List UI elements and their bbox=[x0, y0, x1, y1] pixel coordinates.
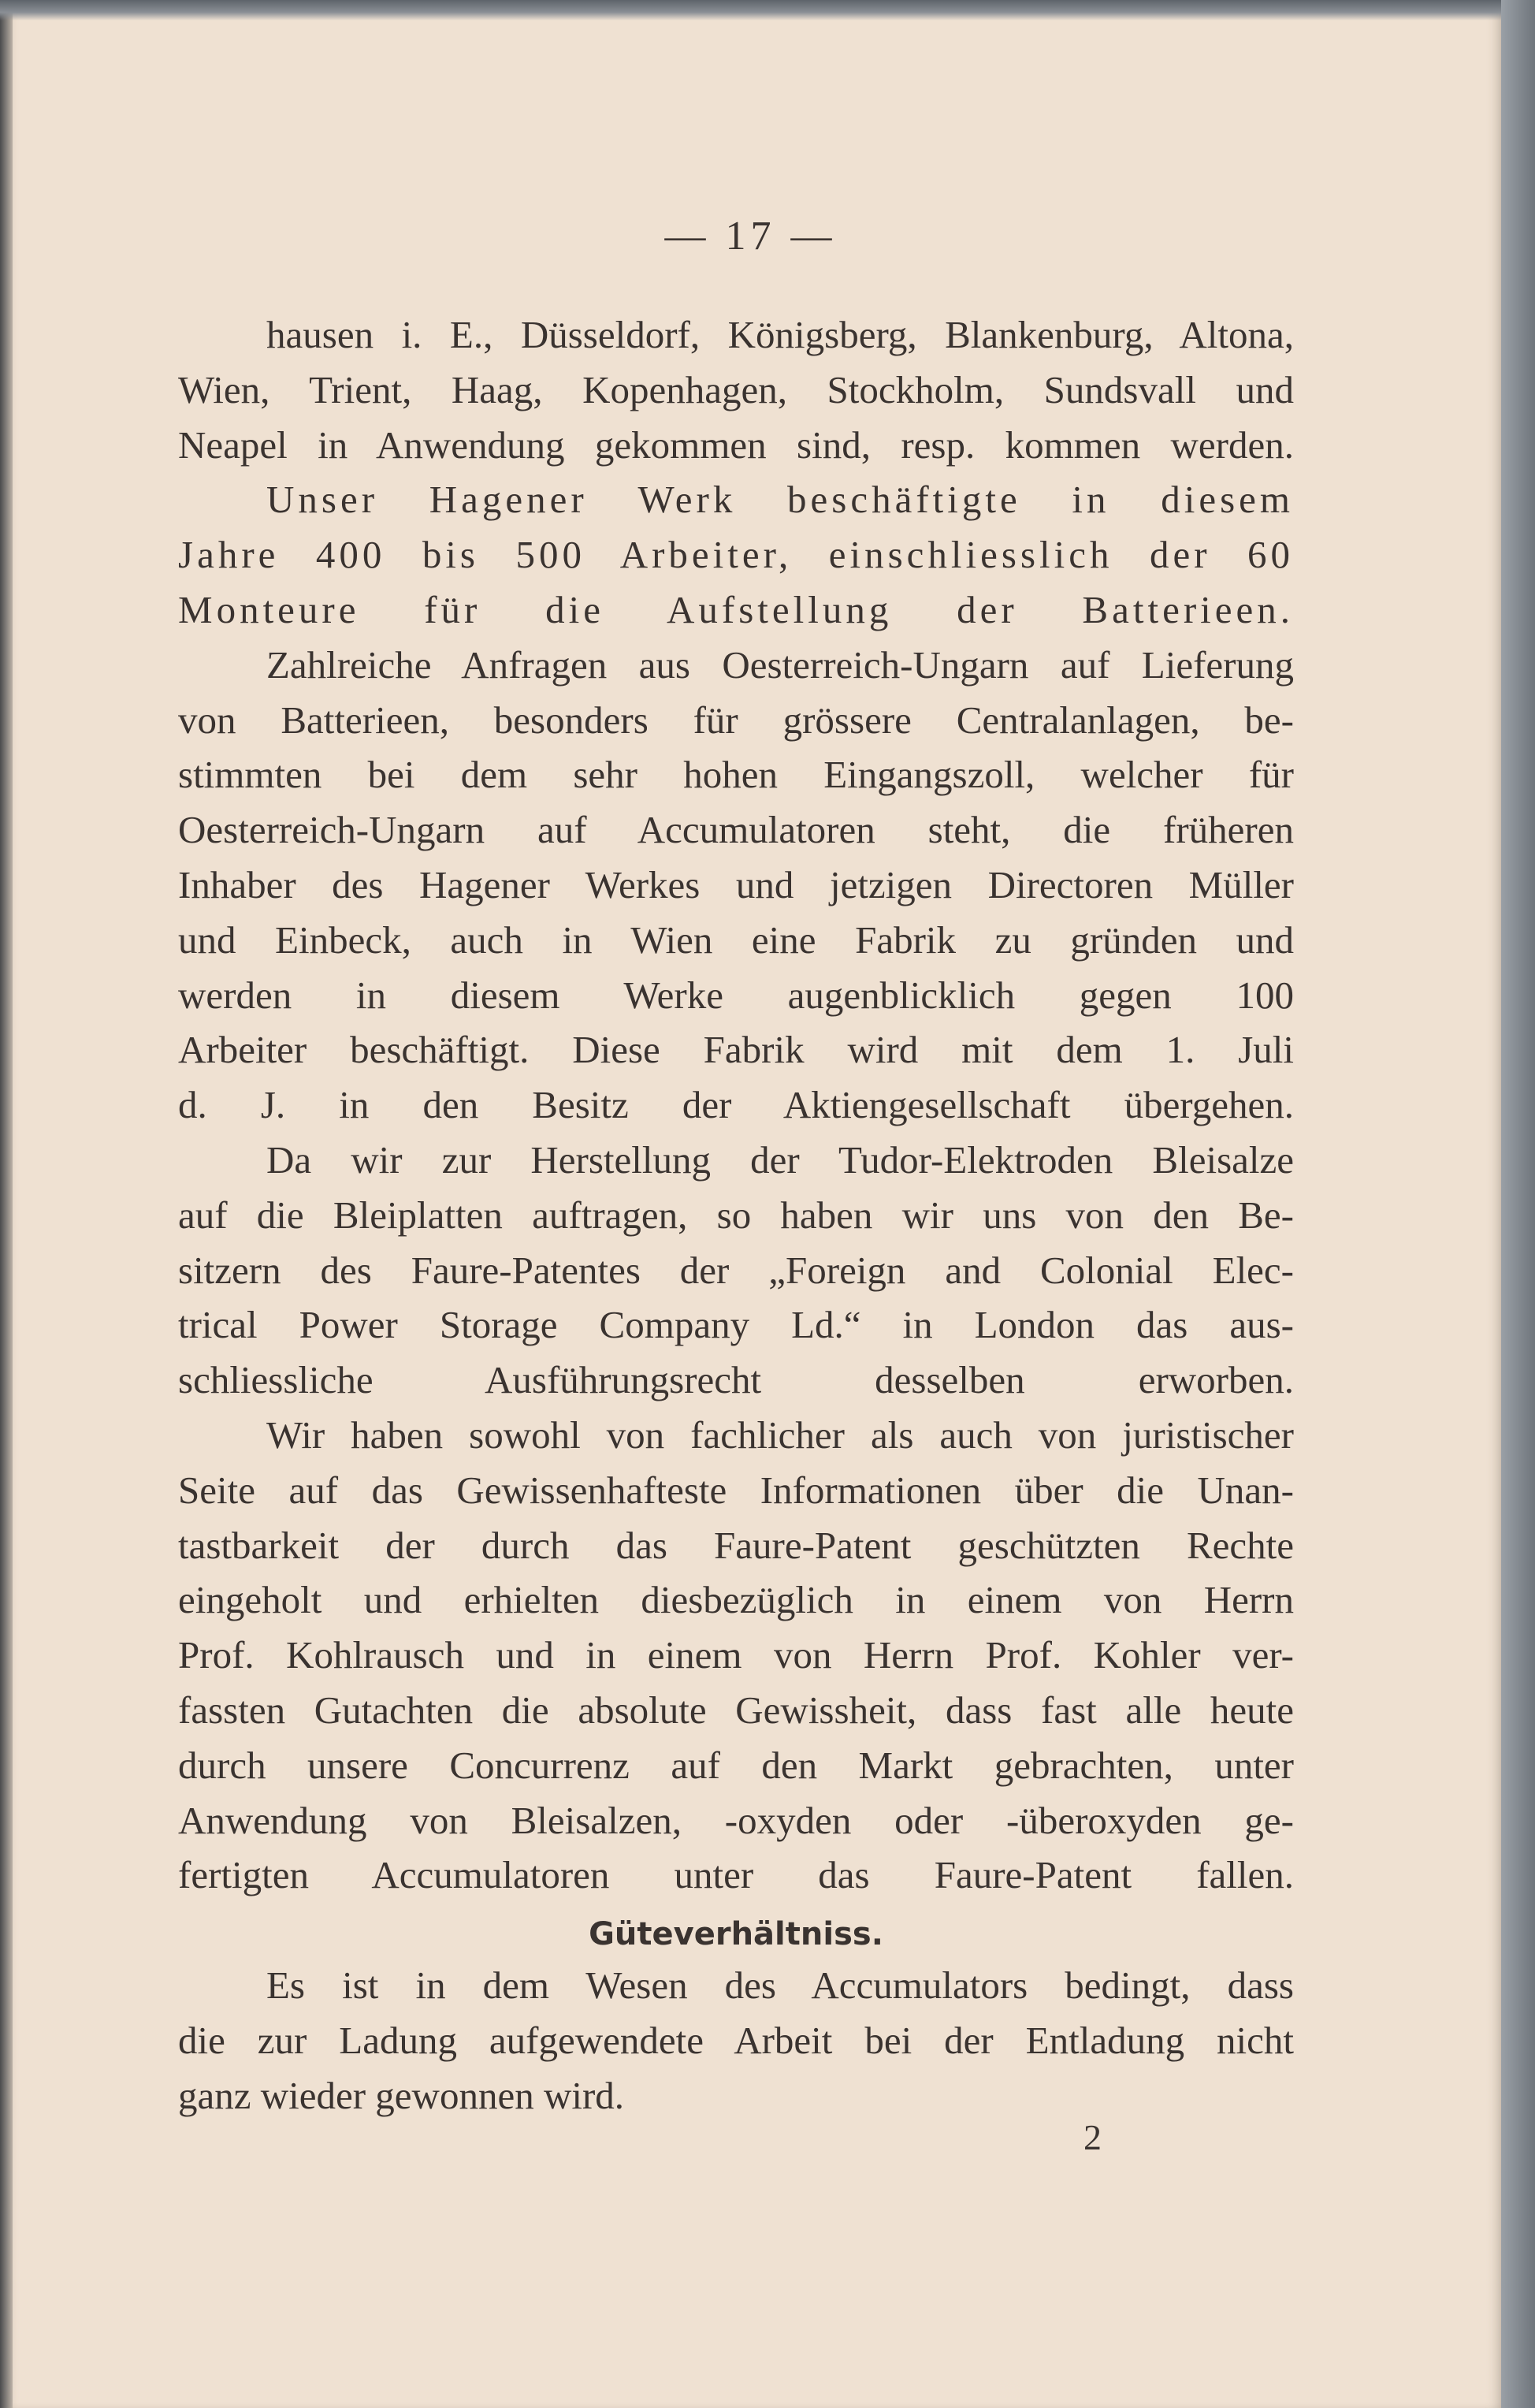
text-line: Inhaber des Hagener Werkes und jetzigen Directoren Müller bbox=[178, 862, 1294, 906]
text-line: Unser Hagener Werk beschäftigte in diesem bbox=[266, 478, 1294, 522]
cover-edge bbox=[1501, 0, 1535, 2408]
text-line: werden in diesem Werke augenblicklich gegen 100 bbox=[178, 973, 1294, 1017]
paragraph bbox=[178, 1408, 1294, 1903]
text-line: Es ist in dem Wesen des Accumulators bedingt, dass bbox=[266, 1963, 1294, 2007]
text-line: fertigten Accumulatoren unter das Faure-Patent fallen. bbox=[178, 1853, 1294, 1897]
text-line: Anwendung von Bleisalzen, -oxyden oder -überoxyden ge- bbox=[178, 1798, 1294, 1842]
text-line: Neapel in Anwendung gekommen sind, resp. kommen werden. bbox=[178, 422, 1294, 467]
text-line: d. J. in den Besitz der Aktiengesellschaft übergehen. bbox=[178, 1083, 1294, 1127]
body-text bbox=[178, 307, 1294, 2123]
text-line: die zur Ladung aufgewendete Arbeit bei der Entladung nicht bbox=[178, 2018, 1294, 2062]
text-line: Oesterreich-Ungarn auf Accumulatoren steht, die früheren bbox=[178, 808, 1294, 852]
paragraph bbox=[178, 638, 1294, 1133]
top-edge bbox=[0, 0, 1535, 20]
text-line: Prof. Kohlrausch und in einem von Herrn Prof. Kohler ver- bbox=[178, 1633, 1294, 1677]
text-line: Seite auf das Gewissenhafteste Informationen über die Unan- bbox=[178, 1468, 1294, 1512]
paragraph bbox=[178, 307, 1294, 472]
text-line: fassten Gutachten die absolute Gewissheit, dass fast alle heute bbox=[178, 1688, 1294, 1732]
text-line: Wir haben sowohl von fachlicher als auch von juristischer bbox=[266, 1412, 1294, 1457]
section-heading: Güteverhältniss. bbox=[589, 1916, 883, 1953]
text-line: sitzern des Faure-Patentes der „Foreign and Colonial Elec- bbox=[178, 1248, 1294, 1292]
text-line: tastbarkeit der durch das Faure-Patent geschützten Rechte bbox=[178, 1523, 1294, 1567]
text-line: ganz wieder gewonnen wird. bbox=[178, 2073, 625, 2117]
text-line: Arbeiter beschäftigt. Diese Fabrik wird mit dem 1. Juli bbox=[178, 1028, 1294, 1072]
text-line: durch unsere Concurrenz auf den Markt gebrachten, unter bbox=[178, 1743, 1294, 1787]
signature-mark: 2 bbox=[1083, 2117, 1102, 2157]
text-line: Da wir zur Herstellung der Tudor-Elektroden Bleisalze bbox=[266, 1137, 1294, 1182]
text-line: trical Power Storage Company Ld.“ in London das aus- bbox=[178, 1303, 1294, 1347]
text-line: von Batterieen, besonders für grössere Centralanlagen, be- bbox=[178, 698, 1294, 742]
paragraph bbox=[178, 1958, 1294, 2123]
paragraph bbox=[178, 1133, 1294, 1408]
text-line: hausen i. E., Düsseldorf, Königsberg, Blankenburg, Altona, bbox=[266, 313, 1294, 356]
text-line: stimmten bei dem sehr hohen Eingangszoll, welcher für bbox=[178, 753, 1294, 797]
text-line: und Einbeck, auch in Wien eine Fabrik zu gründen und bbox=[178, 917, 1294, 962]
text-line: schliessliche Ausführungsrecht desselben erworben. bbox=[178, 1358, 1294, 1402]
text-line: Wien, Trient, Haag, Kopenhagen, Stockholm, Sundsvall und bbox=[178, 367, 1294, 411]
text-line: Zahlreiche Anfragen aus Oesterreich-Ungarn auf Lieferung bbox=[266, 642, 1294, 687]
text-line: Monteure für die Aufstellung der Batterieen. bbox=[178, 587, 1294, 631]
text-line: Jahre 400 bis 500 Arbeiter, einschliesslich der 60 bbox=[178, 533, 1294, 577]
binding-edge bbox=[0, 0, 13, 2408]
page-number: — 17 — bbox=[664, 214, 837, 259]
text-line: eingeholt und erhielten diesbezüglich in einem von Herrn bbox=[178, 1578, 1294, 1622]
text-line: auf die Bleiplatten auftragen, so haben wir uns von den Be- bbox=[178, 1193, 1294, 1237]
paragraph bbox=[178, 472, 1294, 637]
